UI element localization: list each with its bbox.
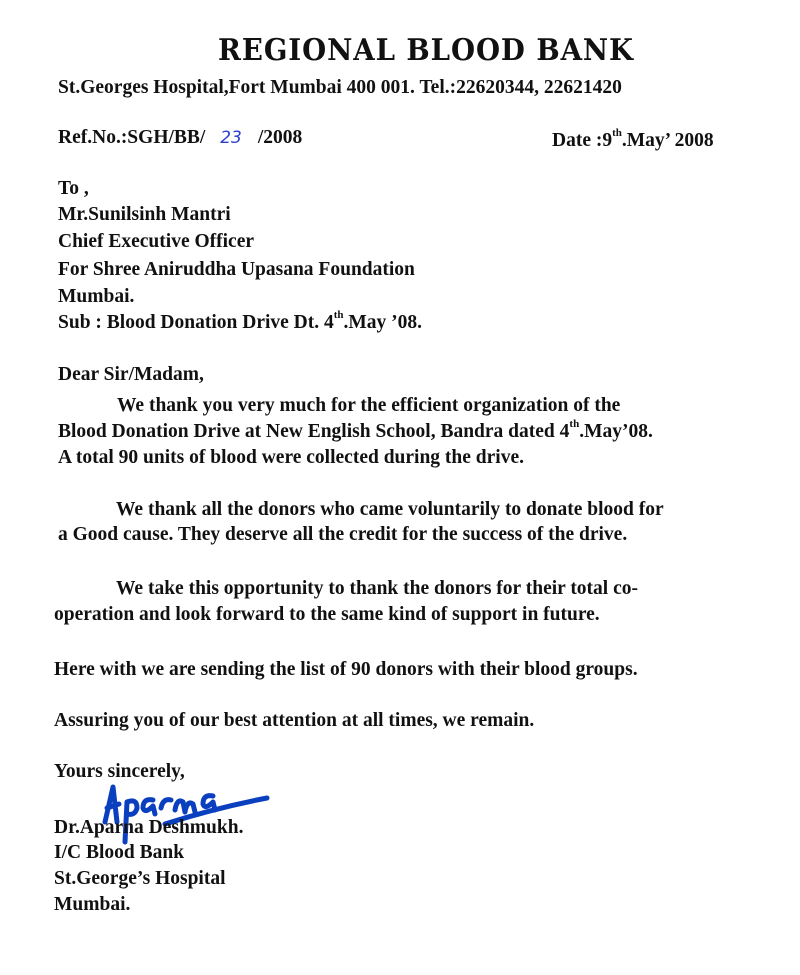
valediction: Yours sincerely, xyxy=(54,761,185,782)
paragraph-4: Here with we are sending the list of 90 donors with their blood groups. xyxy=(54,659,638,680)
handwritten-signature xyxy=(95,772,275,852)
paragraph-1-line-1: We thank you very much for the efficient organization of the xyxy=(117,395,621,416)
paragraph-1-line-3: A total 90 units of blood were collected during the drive. xyxy=(58,447,524,468)
ref-prefix: Ref.No.:SGH/BB/ xyxy=(58,127,206,148)
paragraph-2-line-2: a Good cause. They deserve all the credit for the success of the drive. xyxy=(58,524,628,545)
paragraph-2-line-1: We thank all the donors who came voluntarily to donate blood for xyxy=(116,499,664,520)
p1-prefix: Blood Donation Drive at New English School, Bandra dated 4 xyxy=(58,421,570,442)
signatory-hospital: St.George’s Hospital xyxy=(54,868,226,889)
paragraph-5: Assuring you of our best attention at all times, we remain. xyxy=(54,710,535,731)
paragraph-1-line-2 xyxy=(58,418,653,443)
ref-handwritten-number: 23 xyxy=(220,128,242,148)
p1-sup: th xyxy=(569,418,580,430)
subject-sup: th xyxy=(333,309,344,321)
signatory-city: Mumbai. xyxy=(54,894,131,915)
subject-suffix: .May ’08. xyxy=(343,312,423,333)
date-sup: th xyxy=(612,127,622,139)
recipient-title: Chief Executive Officer xyxy=(58,231,255,252)
signatory-position: I/C Blood Bank xyxy=(54,842,185,863)
recipient-org: For Shree Aniruddha Upasana Foundation xyxy=(58,259,415,280)
subject-prefix: Sub : Blood Donation Drive Dt. 4 xyxy=(58,312,334,333)
date-prefix: Date :9 xyxy=(552,130,613,151)
recipient-city: Mumbai. xyxy=(58,286,135,307)
signatory-name: Dr.Aparna Deshmukh. xyxy=(54,817,244,838)
to-label: To , xyxy=(58,178,89,199)
reference-number xyxy=(58,127,302,149)
p1-suffix: .May’08. xyxy=(579,421,653,442)
letterhead-address: St.Georges Hospital,Fort Mumbai 400 001. Tel.:22620344, 22621420 xyxy=(58,77,622,98)
subject-line xyxy=(58,309,423,334)
date-suffix: .May’ 2008 xyxy=(621,130,714,151)
paragraph-3-line-2: operation and look forward to the same kind of support in future. xyxy=(54,604,600,625)
letter-date xyxy=(552,127,714,152)
letterhead-title: REGIONAL BLOOD BANK xyxy=(218,33,634,68)
ref-suffix: /2008 xyxy=(257,127,303,148)
salutation: Dear Sir/Madam, xyxy=(58,364,204,385)
paragraph-3-line-1: We take this opportunity to thank the donors for their total co- xyxy=(116,578,638,599)
recipient-name: Mr.Sunilsinh Mantri xyxy=(58,204,231,225)
